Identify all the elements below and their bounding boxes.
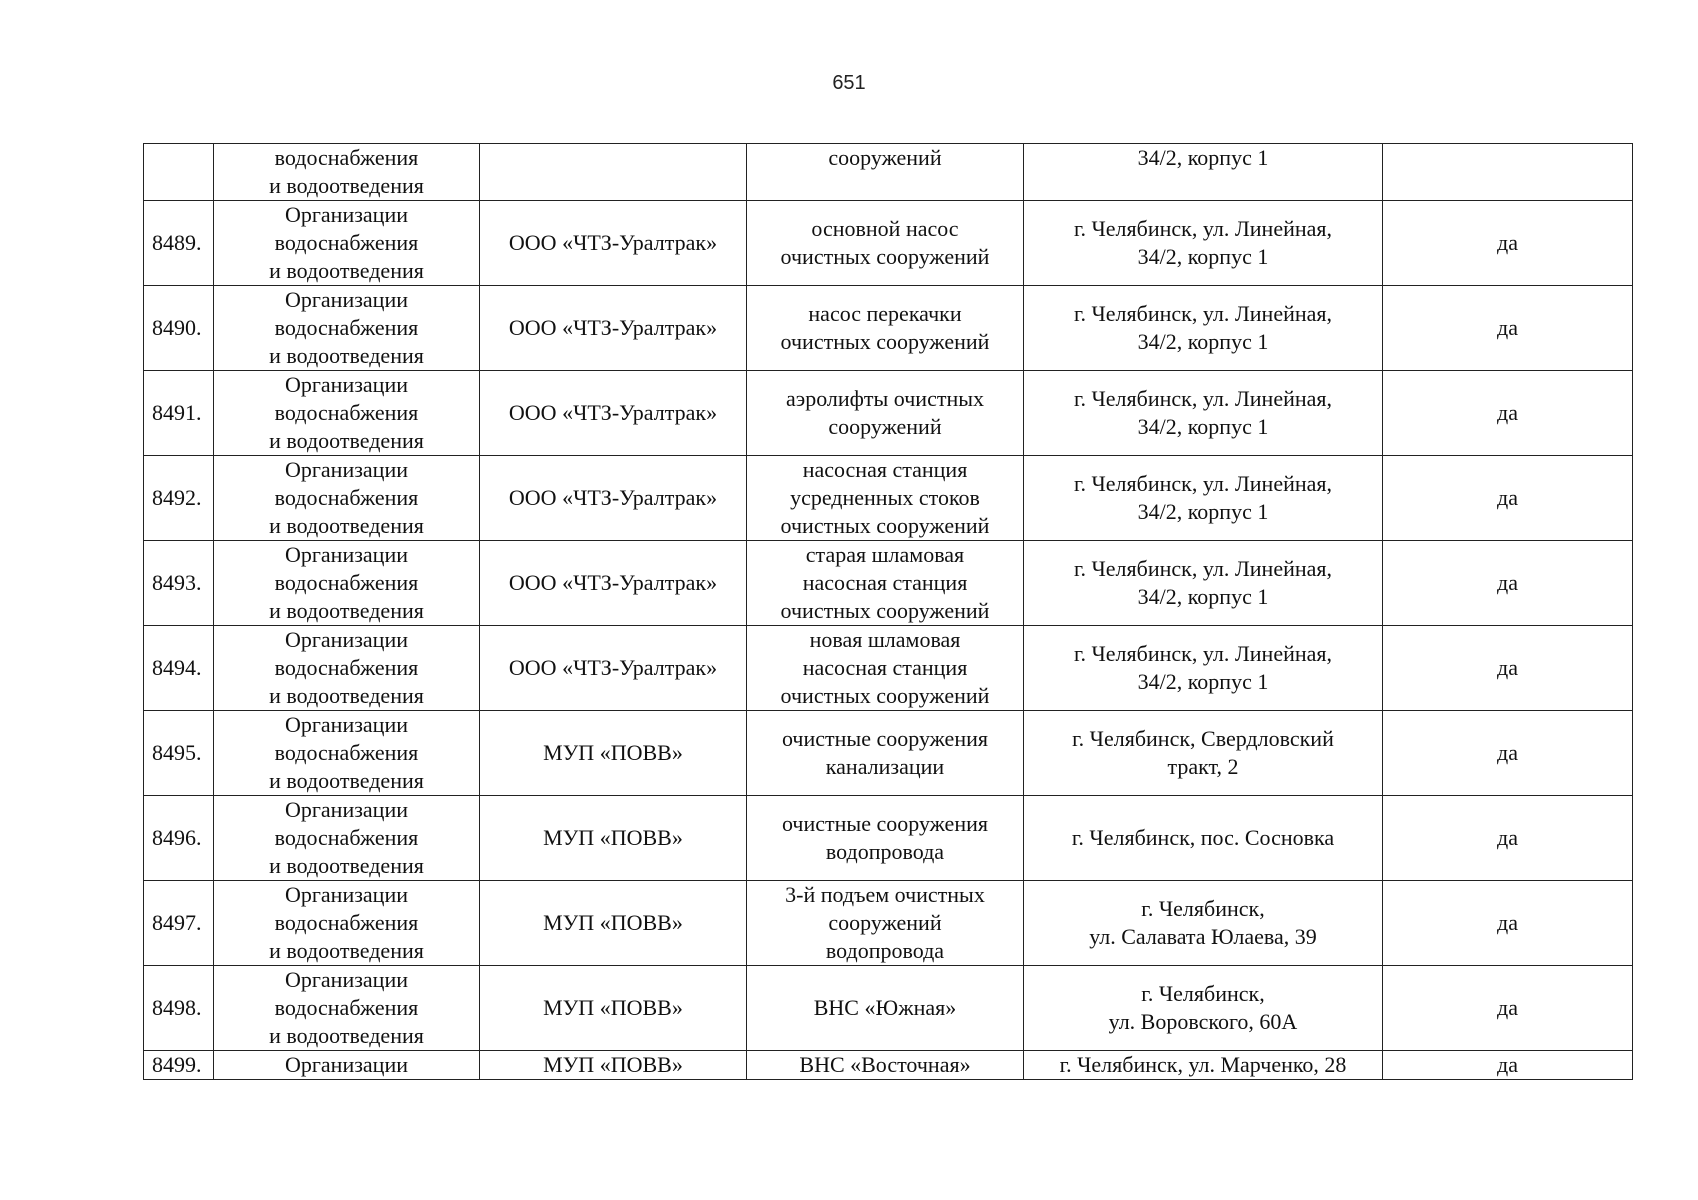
- cell-category: [214, 1051, 480, 1080]
- cell-category-line: и водоотведения: [269, 768, 424, 793]
- cell-address: [1024, 371, 1383, 456]
- cell-address-line: ул. Воровского, 60А: [1108, 1009, 1298, 1034]
- cell-category-line: и водоотведения: [269, 1023, 424, 1048]
- cell-flag: [1383, 456, 1633, 541]
- cell-object: [747, 286, 1024, 371]
- cell-address-line: г. Челябинск, ул. Линейная,: [1073, 301, 1333, 326]
- cell-organization-text: ООО «ЧТЗ-Уралтрак»: [508, 655, 718, 680]
- cell-number-text: 8495.: [152, 740, 202, 765]
- cell-address-line: г. Челябинск,: [1141, 896, 1265, 921]
- cell-object-line: старая шламовая: [805, 542, 965, 567]
- cell-object-line: ВНС «Южная»: [813, 995, 957, 1020]
- cell-address-line: 34/2, корпус 1: [1137, 244, 1269, 269]
- cell-address-line: г. Челябинск, ул. Линейная,: [1073, 556, 1333, 581]
- cell-address: [1024, 1051, 1383, 1080]
- table-row: [144, 456, 1633, 541]
- cell-number-text: 8489.: [152, 230, 202, 255]
- cell-category: [214, 626, 480, 711]
- table-row: [144, 966, 1633, 1051]
- cell-address-line: г. Челябинск, ул. Марченко, 28: [1059, 1052, 1347, 1077]
- cell-category: [214, 371, 480, 456]
- cell-flag: [1383, 286, 1633, 371]
- cell-flag-text: да: [1497, 570, 1518, 595]
- cell-category-line: и водоотведения: [269, 173, 424, 198]
- cell-category-line: Организации: [285, 967, 408, 992]
- cell-category-line: водоснабжения: [274, 740, 419, 765]
- cell-organization-text: ООО «ЧТЗ-Уралтрак»: [508, 400, 718, 425]
- cell-object: [747, 144, 1024, 201]
- cell-organization: [480, 1051, 747, 1080]
- table-row: [144, 796, 1633, 881]
- cell-category-line: Организации: [285, 372, 408, 397]
- cell-category-line: и водоотведения: [269, 428, 424, 453]
- cell-object-line: насосная станция: [802, 457, 968, 482]
- cell-number-text: 8499.: [152, 1052, 202, 1077]
- cell-flag: [1383, 626, 1633, 711]
- cell-object: [747, 371, 1024, 456]
- cell-object-line: основной насос: [811, 216, 959, 241]
- cell-category-line: водоснабжения: [274, 825, 419, 850]
- cell-object-line: новая шламовая: [809, 627, 961, 652]
- cell-address-line: 34/2, корпус 1: [1137, 499, 1269, 524]
- cell-object-line: очистных сооружений: [780, 329, 990, 354]
- cell-object-line: очистных сооружений: [780, 244, 990, 269]
- cell-address: [1024, 201, 1383, 286]
- cell-object: [747, 796, 1024, 881]
- cell-category-line: Организации: [285, 542, 408, 567]
- cell-category-line: и водоотведения: [269, 598, 424, 623]
- cell-organization-text: МУП «ПОВВ»: [543, 825, 683, 850]
- cell-number-text: 8494.: [152, 655, 202, 680]
- cell-category: [214, 966, 480, 1051]
- cell-address: [1024, 541, 1383, 626]
- cell-number: [144, 201, 214, 286]
- cell-number: [144, 286, 214, 371]
- cell-flag-text: да: [1497, 230, 1518, 255]
- cell-organization-text: МУП «ПОВВ»: [543, 740, 683, 765]
- cell-organization: [480, 626, 747, 711]
- cell-number-text: 8492.: [152, 485, 202, 510]
- cell-object: [747, 881, 1024, 966]
- cell-address: [1024, 626, 1383, 711]
- cell-category-line: и водоотведения: [269, 343, 424, 368]
- cell-address: [1024, 286, 1383, 371]
- cell-object-line: 3-й подъем очистных: [785, 882, 985, 907]
- table-row: [144, 286, 1633, 371]
- cell-organization: [480, 541, 747, 626]
- cell-organization: [480, 371, 747, 456]
- table-row-continuation: [144, 144, 1633, 201]
- cell-object-line: усредненных стоков: [790, 485, 980, 510]
- cell-category: [214, 541, 480, 626]
- cell-number: [144, 966, 214, 1051]
- cell-organization: [480, 796, 747, 881]
- cell-object-line: очистных сооружений: [780, 598, 990, 623]
- cell-address: [1024, 881, 1383, 966]
- cell-address-line: г. Челябинск, ул. Линейная,: [1073, 641, 1333, 666]
- cell-address: [1024, 966, 1383, 1051]
- cell-address: [1024, 711, 1383, 796]
- cell-number: [144, 711, 214, 796]
- cell-object-line: насос перекачки: [808, 301, 962, 326]
- cell-flag: [1383, 541, 1633, 626]
- cell-category: [214, 711, 480, 796]
- cell-object-line: водопровода: [825, 839, 945, 864]
- table-row: [144, 711, 1633, 796]
- cell-flag-text: да: [1497, 400, 1518, 425]
- cell-category-line: Организации: [285, 202, 408, 227]
- cell-category-line: Организации: [285, 287, 408, 312]
- cell-organization: [480, 456, 747, 541]
- cell-object: [747, 456, 1024, 541]
- table-row: [144, 371, 1633, 456]
- cell-number-text: 8490.: [152, 315, 202, 340]
- cell-organization-text: ООО «ЧТЗ-Уралтрак»: [508, 230, 718, 255]
- cell-organization-text: ООО «ЧТЗ-Уралтрак»: [508, 315, 718, 340]
- cell-category-line: Организации: [285, 712, 408, 737]
- cell-object-line: очистные сооружения: [782, 811, 988, 836]
- cell-flag: [1383, 796, 1633, 881]
- cell-address-line: г. Челябинск, Свердловский: [1072, 726, 1334, 751]
- cell-object-line: насосная станция: [802, 655, 968, 680]
- cell-category-line: водоснабжения: [274, 145, 419, 170]
- cell-address: [1024, 144, 1383, 201]
- cell-number: [144, 626, 214, 711]
- cell-category-line: и водоотведения: [269, 938, 424, 963]
- cell-object-line: сооружений: [828, 145, 942, 170]
- cell-organization: [480, 881, 747, 966]
- cell-object: [747, 201, 1024, 286]
- cell-category: [214, 456, 480, 541]
- cell-object-line: очистных сооружений: [780, 513, 990, 538]
- cell-number: [144, 541, 214, 626]
- cell-organization: [480, 966, 747, 1051]
- cell-address-line: г. Челябинск,: [1141, 981, 1265, 1006]
- table-row-last: [144, 1051, 1633, 1080]
- table-row: [144, 541, 1633, 626]
- registry-table: [143, 143, 1633, 1080]
- cell-object-line: очистные сооружения: [782, 726, 988, 751]
- cell-category-line: водоснабжения: [274, 485, 419, 510]
- cell-category-line: Организации: [285, 797, 408, 822]
- cell-number-text: 8491.: [152, 400, 202, 425]
- cell-flag: [1383, 201, 1633, 286]
- cell-category: [214, 286, 480, 371]
- cell-organization: [480, 144, 747, 201]
- cell-category: [214, 796, 480, 881]
- cell-number: [144, 456, 214, 541]
- cell-address-line: г. Челябинск, пос. Сосновка: [1071, 825, 1335, 850]
- cell-address-line: ул. Салавата Юлаева, 39: [1089, 924, 1317, 949]
- cell-address-line: 34/2, корпус 1: [1137, 414, 1269, 439]
- table-row: [144, 201, 1633, 286]
- cell-category: [214, 881, 480, 966]
- cell-organization: [480, 711, 747, 796]
- cell-number-text: 8493.: [152, 570, 202, 595]
- cell-number-text: 8496.: [152, 825, 202, 850]
- cell-organization-text: МУП «ПОВВ»: [543, 995, 683, 1020]
- cell-category: [214, 201, 480, 286]
- cell-object: [747, 966, 1024, 1051]
- cell-object-line: сооружений: [828, 910, 942, 935]
- cell-address-line: г. Челябинск, ул. Линейная,: [1073, 471, 1333, 496]
- cell-organization-text: ООО «ЧТЗ-Уралтрак»: [508, 570, 718, 595]
- cell-category-line: водоснабжения: [274, 400, 419, 425]
- cell-organization-text: ООО «ЧТЗ-Уралтрак»: [508, 485, 718, 510]
- cell-category: [214, 144, 480, 201]
- cell-object: [747, 626, 1024, 711]
- cell-address-line: г. Челябинск, ул. Линейная,: [1073, 216, 1333, 241]
- cell-category-line: водоснабжения: [274, 570, 419, 595]
- cell-number: [144, 371, 214, 456]
- cell-address-line: г. Челябинск, ул. Линейная,: [1073, 386, 1333, 411]
- cell-object: [747, 1051, 1024, 1080]
- cell-number: [144, 1051, 214, 1080]
- cell-address-line: 34/2, корпус 1: [1137, 329, 1269, 354]
- cell-object: [747, 541, 1024, 626]
- cell-flag-text: да: [1497, 315, 1518, 340]
- cell-category-line: Организации: [285, 457, 408, 482]
- cell-flag: [1383, 966, 1633, 1051]
- cell-category-line: водоснабжения: [274, 910, 419, 935]
- cell-organization: [480, 201, 747, 286]
- cell-address-line: 34/2, корпус 1: [1137, 669, 1269, 694]
- cell-flag: [1383, 881, 1633, 966]
- cell-category-line: Организации: [285, 1052, 408, 1077]
- cell-flag-text: да: [1497, 655, 1518, 680]
- table-row: [144, 881, 1633, 966]
- cell-category-line: Организации: [285, 627, 408, 652]
- cell-number-text: 8498.: [152, 995, 202, 1020]
- cell-address-line: тракт, 2: [1167, 754, 1239, 779]
- cell-address-line: 34/2, корпус 1: [1137, 145, 1269, 170]
- cell-category-line: водоснабжения: [274, 315, 419, 340]
- page-number: 651: [832, 72, 866, 94]
- cell-flag: [1383, 371, 1633, 456]
- cell-flag-text: да: [1497, 740, 1518, 765]
- cell-category-line: и водоотведения: [269, 258, 424, 283]
- cell-object: [747, 711, 1024, 796]
- cell-category-line: и водоотведения: [269, 513, 424, 538]
- cell-number: [144, 144, 214, 201]
- cell-flag-text: да: [1497, 910, 1518, 935]
- cell-object-line: канализации: [825, 754, 945, 779]
- cell-organization-text: МУП «ПОВВ»: [543, 1052, 683, 1077]
- cell-flag: [1383, 711, 1633, 796]
- cell-flag-text: да: [1497, 485, 1518, 510]
- cell-category-line: водоснабжения: [274, 655, 419, 680]
- cell-address-line: 34/2, корпус 1: [1137, 584, 1269, 609]
- cell-flag-text: да: [1497, 995, 1518, 1020]
- cell-flag: [1383, 1051, 1633, 1080]
- cell-object-line: очистных сооружений: [780, 683, 990, 708]
- cell-address: [1024, 456, 1383, 541]
- registry-table-body: [144, 144, 1633, 1080]
- cell-number-text: 8497.: [152, 910, 202, 935]
- cell-flag-text: да: [1497, 825, 1518, 850]
- cell-category-line: и водоотведения: [269, 683, 424, 708]
- cell-organization-text: МУП «ПОВВ»: [543, 910, 683, 935]
- cell-object-line: ВНС «Восточная»: [799, 1052, 971, 1077]
- cell-flag-text: да: [1497, 1052, 1518, 1077]
- cell-organization: [480, 286, 747, 371]
- cell-address: [1024, 796, 1383, 881]
- cell-object-line: водопровода: [825, 938, 945, 963]
- cell-number: [144, 881, 214, 966]
- cell-flag: [1383, 144, 1633, 201]
- cell-object-line: аэролифты очистных: [785, 386, 985, 411]
- cell-category-line: и водоотведения: [269, 853, 424, 878]
- table-row: [144, 626, 1633, 711]
- cell-category-line: Организации: [285, 882, 408, 907]
- cell-object-line: насосная станция: [802, 570, 968, 595]
- cell-category-line: водоснабжения: [274, 230, 419, 255]
- cell-category-line: водоснабжения: [274, 995, 419, 1020]
- cell-number: [144, 796, 214, 881]
- cell-object-line: сооружений: [828, 414, 942, 439]
